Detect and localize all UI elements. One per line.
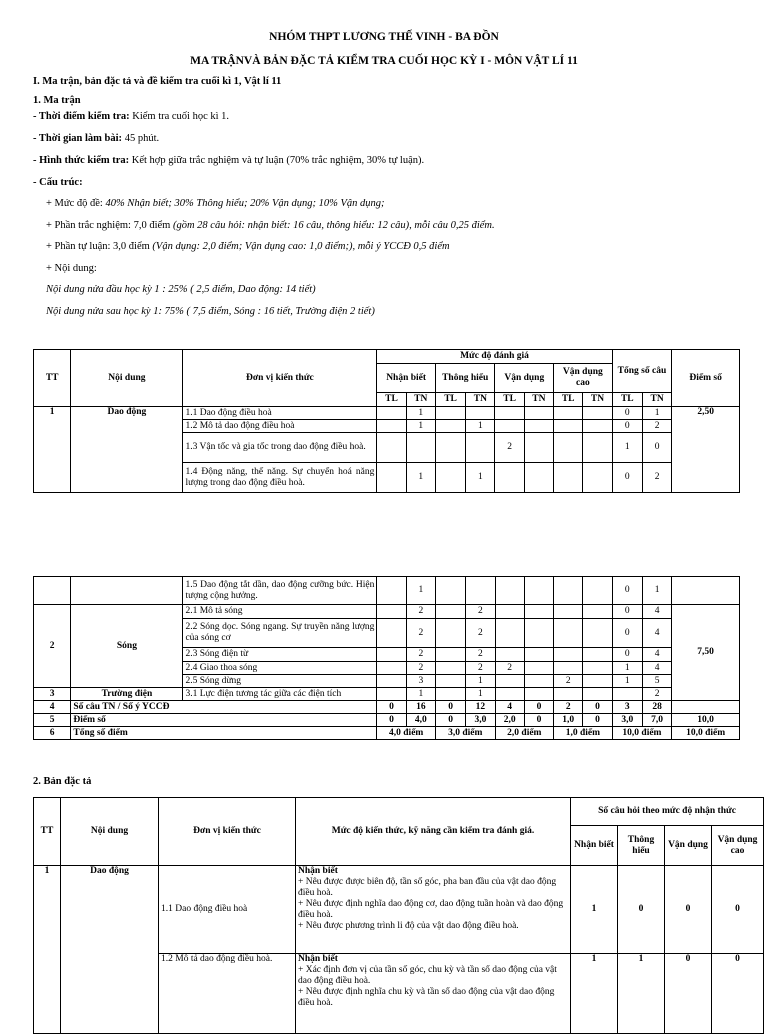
- value-cell: [554, 688, 583, 701]
- value-cell: [435, 605, 465, 619]
- count-cell: 0: [712, 954, 764, 1034]
- value-cell: 1: [612, 662, 642, 675]
- value-cell: [554, 662, 583, 675]
- value-cell: [524, 648, 553, 662]
- total-cell: 10,0 điểm: [612, 727, 672, 740]
- matrix-table-part1: [33, 349, 740, 493]
- value-cell: 4,0: [406, 714, 435, 727]
- content-first-half: Nội dung nửa đầu học kỳ 1 : 25% ( 2,5 điểm, Dao động: 14 tiết): [46, 284, 316, 295]
- table-row: [34, 407, 740, 420]
- group-number: 2: [34, 605, 71, 688]
- school-title: NHÓM THPT LƯƠNG THẾ VINH - BA ĐỒN: [269, 31, 499, 43]
- requirement-item: + Nêu được phương trình li độ của vật dao động điều hoà.: [298, 921, 519, 931]
- duration-label: - Thời gian làm bài:: [33, 133, 123, 144]
- content-second-half: Nội dung nửa sau học kỳ 1: 75% ( 7,5 điểm, Sóng : 16 tiết, Trường điện 2 tiết): [46, 306, 375, 317]
- value-cell: [554, 463, 583, 493]
- value-cell: [524, 577, 553, 605]
- count-cell: 0: [665, 866, 712, 954]
- value-cell: 2: [406, 619, 435, 648]
- unit-cell: 3.1 Lực điện tương tác giữa các điện tích: [183, 688, 377, 701]
- value-cell: [554, 433, 583, 463]
- value-cell: 2: [466, 648, 495, 662]
- value-cell: 2: [642, 688, 671, 701]
- value-cell: [583, 648, 612, 662]
- document-title: MA TRẬNVÀ BẢN ĐẶC TẢ KIỂM TRA CUỐI HỌC KỲ I - MÔN VẬT LÍ 11: [190, 55, 578, 67]
- count-cell: 1: [571, 866, 618, 954]
- value-cell: [377, 662, 406, 675]
- value-cell: 2: [642, 463, 671, 493]
- value-cell: [435, 420, 465, 433]
- spec-row-unit: 1.2 Mô tả dao động điều hoà.: [159, 954, 296, 1034]
- value-cell: 0: [435, 714, 465, 727]
- spec-row-content: Dao động: [61, 866, 159, 1034]
- value-cell: [495, 619, 524, 648]
- value-cell: [435, 662, 465, 675]
- value-cell: [495, 577, 524, 605]
- value-cell: 1: [466, 675, 495, 688]
- tn-header: TN: [406, 393, 435, 407]
- row-label: Điểm số: [71, 714, 377, 727]
- value-cell: 4: [495, 701, 524, 714]
- value-cell: 2: [466, 605, 495, 619]
- value-cell: [377, 407, 406, 420]
- count-cell: 1: [571, 954, 618, 1034]
- score-cell: 10,0 điểm: [672, 727, 740, 740]
- level-title: Nhận biết: [298, 866, 338, 876]
- row-label: Số câu TN / Số ý YCCĐ: [71, 701, 377, 714]
- value-cell: 1: [642, 577, 671, 605]
- total-cell: 3,0 điểm: [435, 727, 495, 740]
- value-cell: 2: [406, 605, 435, 619]
- exam-time-line: [33, 111, 229, 122]
- value-cell: 16: [406, 701, 435, 714]
- exam-time-label: - Thời điểm kiểm tra:: [33, 111, 130, 122]
- value-cell: 0: [524, 714, 553, 727]
- requirement-item: + Xác định đơn vị của tần số góc, chu kỳ và tần số dao động của vật dao động điều hoà.: [298, 965, 557, 986]
- spec-header-tt: TT: [34, 798, 61, 866]
- value-cell: [524, 433, 553, 463]
- value-cell: 1: [466, 420, 495, 433]
- value-cell: 0: [377, 701, 406, 714]
- value-cell: 5: [642, 675, 671, 688]
- group-score: [672, 577, 740, 605]
- value-cell: 1: [406, 577, 435, 605]
- value-cell: 2: [406, 662, 435, 675]
- essay-value: (Vận dụng: 2,0 điểm; Vận dụng cao: 1,0 điểm;), mỗi ý YCCĐ 0,5 điểm: [152, 241, 450, 252]
- count-cell: 0: [618, 866, 665, 954]
- value-cell: [583, 463, 612, 493]
- tl-header: TL: [495, 393, 524, 407]
- value-cell: [583, 420, 612, 433]
- tl-header: TL: [554, 393, 583, 407]
- value-cell: 1: [612, 433, 642, 463]
- duration-value: 45 phút.: [124, 133, 160, 144]
- group-score: 7,50: [672, 605, 740, 701]
- score-cell: 10,0: [672, 714, 740, 727]
- requirement-item: + Nêu được định nghĩa dao động cơ, dao động tuần hoàn và dao động điều hoà.: [298, 899, 564, 920]
- spec-table: [33, 797, 764, 1034]
- unit-cell: 1.5 Dao động tắt dần, dao động cưỡng bức. Hiện tượng cộng hưởng.: [183, 577, 377, 605]
- value-cell: [435, 433, 465, 463]
- value-cell: [435, 463, 465, 493]
- value-cell: [612, 688, 642, 701]
- exam-form-value: Kết hợp giữa trắc nghiệm và tự luận (70% trắc nghiệm, 30% tự luận).: [131, 155, 425, 166]
- level-value: 40% Nhận biết; 30% Thông hiểu; 20% Vận dụng; 10% Vận dụng;: [105, 198, 385, 209]
- group-name: Dao động: [71, 407, 183, 493]
- matrix-header-tt: TT: [34, 350, 71, 407]
- unit-cell: 2.1 Mô tả sóng: [183, 605, 377, 619]
- value-cell: 2: [466, 662, 495, 675]
- table-row: [34, 688, 740, 701]
- tn-header: TN: [583, 393, 612, 407]
- exam-form-line: [33, 155, 424, 166]
- total-cell: 2,0 điểm: [495, 727, 554, 740]
- exam-form-label: - Hình thức kiểm tra:: [33, 155, 130, 166]
- value-cell: [524, 407, 553, 420]
- level-label: + Mức độ đề:: [46, 198, 103, 209]
- value-cell: 0: [612, 420, 642, 433]
- value-cell: [466, 577, 495, 605]
- table-row: [34, 605, 740, 619]
- multiple-choice-value: (gồm 28 câu hỏi: nhận biết: 16 câu, thông hiểu: 12 câu), mỗi câu 0,25 điểm.: [172, 220, 495, 231]
- tn-header: TN: [466, 393, 495, 407]
- spec-header-recognize: Nhận biết: [571, 826, 618, 866]
- value-cell: 0: [524, 701, 553, 714]
- value-cell: [377, 420, 406, 433]
- value-cell: 4: [642, 648, 671, 662]
- spec-heading: 2. Bản đặc tả: [33, 776, 92, 787]
- value-cell: 1: [406, 420, 435, 433]
- value-cell: 1: [612, 675, 642, 688]
- value-cell: 3,0: [612, 714, 642, 727]
- multiple-choice-line: [46, 220, 495, 231]
- requirement-item: + Nêu được được biên độ, tần số góc, pha ban đầu của vật dao động điều hoà.: [298, 877, 557, 898]
- count-cell: 0: [665, 954, 712, 1034]
- tn-header: TN: [642, 393, 671, 407]
- value-cell: [495, 407, 524, 420]
- value-cell: [554, 619, 583, 648]
- value-cell: [495, 420, 524, 433]
- value-cell: 7,0: [642, 714, 671, 727]
- unit-cell: 2.4 Giao thoa sóng: [183, 662, 377, 675]
- value-cell: 2: [642, 420, 671, 433]
- count-cell: 1: [618, 954, 665, 1034]
- unit-cell: 2.5 Sóng dừng: [183, 675, 377, 688]
- exam-time-value: Kiểm tra cuối học kì 1.: [132, 111, 230, 122]
- row-number: 5: [34, 714, 71, 727]
- content-label: + Nội dung:: [46, 263, 97, 274]
- value-cell: 1: [466, 688, 495, 701]
- count-cell: 0: [712, 866, 764, 954]
- value-cell: [466, 433, 495, 463]
- value-cell: [583, 407, 612, 420]
- value-cell: [377, 648, 406, 662]
- table-row: [34, 577, 740, 605]
- value-cell: 3,0: [466, 714, 495, 727]
- value-cell: 1: [466, 463, 495, 493]
- tl-header: TL: [435, 393, 465, 407]
- spec-row-number: 1: [34, 866, 61, 1034]
- summary-row-total: [34, 727, 740, 740]
- group-name: Sóng: [71, 605, 183, 688]
- value-cell: 12: [466, 701, 495, 714]
- value-cell: 2: [406, 648, 435, 662]
- value-cell: [583, 688, 612, 701]
- value-cell: [377, 577, 406, 605]
- group-name: Trường điện: [71, 688, 183, 701]
- matrix-header-score: Điểm số: [672, 350, 740, 407]
- value-cell: 0: [612, 648, 642, 662]
- matrix-header-level: Mức độ đánh giá: [377, 350, 612, 364]
- row-number: 6: [34, 727, 71, 740]
- value-cell: 2: [495, 433, 524, 463]
- duration-line: [33, 133, 159, 144]
- value-cell: 28: [642, 701, 671, 714]
- value-cell: [377, 605, 406, 619]
- value-cell: [435, 407, 465, 420]
- essay-label: + Phần tự luận: 3,0 điểm: [46, 241, 150, 252]
- matrix-header-recognize: Nhận biết: [377, 364, 436, 393]
- multiple-choice-label: + Phần trắc nghiệm: 7,0 điểm: [46, 220, 171, 231]
- value-cell: 4: [642, 662, 671, 675]
- matrix-header-understand: Thông hiểu: [435, 364, 495, 393]
- matrix-header-apply-high: Vận dụng cao: [554, 364, 613, 393]
- unit-cell: 2.3 Sóng điện từ: [183, 648, 377, 662]
- spec-header-understand: Thông hiểu: [618, 826, 665, 866]
- value-cell: 4: [642, 605, 671, 619]
- value-cell: [495, 605, 524, 619]
- value-cell: [435, 648, 465, 662]
- value-cell: [583, 619, 612, 648]
- spec-header-unit: Đơn vị kiến thức: [159, 798, 296, 866]
- value-cell: [524, 420, 553, 433]
- value-cell: [524, 605, 553, 619]
- spec-row-unit: 1.1 Dao động điều hoà: [159, 866, 296, 954]
- value-cell: [435, 675, 465, 688]
- value-cell: [554, 648, 583, 662]
- value-cell: [495, 648, 524, 662]
- spec-header-count: Số câu hỏi theo mức độ nhận thức: [571, 798, 764, 826]
- unit-cell: 1.4 Động năng, thế năng. Sự chuyển hoá năng lượng trong dao động điều hoà.: [183, 463, 377, 493]
- unit-cell: 1.3 Vận tốc và gia tốc trong dao động điều hoà.: [183, 433, 377, 463]
- value-cell: 0: [612, 619, 642, 648]
- value-cell: [524, 662, 553, 675]
- summary-row-count: [34, 701, 740, 714]
- value-cell: [583, 605, 612, 619]
- row-label: Tổng số điểm: [71, 727, 377, 740]
- value-cell: [583, 577, 612, 605]
- group-number: 3: [34, 688, 71, 701]
- essay-line: [46, 241, 450, 252]
- structure-label: - Cấu trúc:: [33, 177, 83, 188]
- unit-cell: 1.1 Dao động điều hoà: [183, 407, 377, 420]
- total-cell: 4,0 điểm: [377, 727, 436, 740]
- value-cell: [583, 675, 612, 688]
- value-cell: [435, 688, 465, 701]
- spec-header-apply: Vận dụng: [665, 826, 712, 866]
- value-cell: 1: [406, 407, 435, 420]
- value-cell: [524, 688, 553, 701]
- value-cell: 1: [406, 688, 435, 701]
- requirement-item: + Nêu được định nghĩa chu kỳ và tần số dao động của vật dao động điều hoà.: [298, 987, 555, 1008]
- value-cell: 0: [583, 701, 612, 714]
- summary-row-score: [34, 714, 740, 727]
- table-row: [34, 866, 764, 954]
- spec-header-content: Nội dung: [61, 798, 159, 866]
- value-cell: [524, 463, 553, 493]
- value-cell: 2: [495, 662, 524, 675]
- spec-header-requirement: Mức độ kiến thức, kỹ năng cần kiểm tra đánh giá.: [296, 798, 571, 866]
- value-cell: [435, 619, 465, 648]
- value-cell: 2: [554, 675, 583, 688]
- score-cell: [672, 701, 740, 714]
- value-cell: 2: [554, 701, 583, 714]
- value-cell: [377, 463, 406, 493]
- value-cell: [377, 433, 406, 463]
- value-cell: 0: [377, 714, 406, 727]
- value-cell: 1: [642, 407, 671, 420]
- value-cell: 3: [406, 675, 435, 688]
- value-cell: 0: [642, 433, 671, 463]
- value-cell: 0: [583, 714, 612, 727]
- value-cell: [377, 675, 406, 688]
- unit-cell: 2.2 Sóng dọc. Sóng ngang. Sự truyền năng lượng của sóng cơ: [183, 619, 377, 648]
- tl-header: TL: [612, 393, 642, 407]
- matrix-header-content: Nội dung: [71, 350, 183, 407]
- value-cell: 0: [612, 605, 642, 619]
- matrix-header-unit: Đơn vị kiến thức: [183, 350, 377, 407]
- matrix-table-part2: [33, 576, 740, 740]
- value-cell: [554, 420, 583, 433]
- value-cell: 4: [642, 619, 671, 648]
- level-title: Nhận biết: [298, 954, 338, 964]
- value-cell: [466, 407, 495, 420]
- value-cell: [406, 433, 435, 463]
- value-cell: 0: [612, 577, 642, 605]
- value-cell: 3: [612, 701, 642, 714]
- value-cell: 1,0: [554, 714, 583, 727]
- group-name: [71, 577, 183, 605]
- level-line: [46, 198, 385, 209]
- value-cell: [524, 619, 553, 648]
- value-cell: [554, 605, 583, 619]
- value-cell: 2: [466, 619, 495, 648]
- group-number: [34, 577, 71, 605]
- matrix-header-total: Tổng số câu: [612, 350, 672, 393]
- value-cell: 1: [406, 463, 435, 493]
- row-number: 4: [34, 701, 71, 714]
- value-cell: [495, 675, 524, 688]
- value-cell: [435, 577, 465, 605]
- value-cell: 0: [435, 701, 465, 714]
- total-cell: 1,0 điểm: [554, 727, 613, 740]
- section-heading: I. Ma trận, bản đặc tả và đề kiểm tra cuối kì 1, Vật lí 11: [33, 76, 282, 87]
- value-cell: [495, 688, 524, 701]
- subsection-heading: 1. Ma trận: [33, 95, 81, 106]
- value-cell: [583, 433, 612, 463]
- value-cell: [583, 662, 612, 675]
- spec-row-requirement: [296, 866, 571, 954]
- spec-header-apply-high: Vận dụng cao: [712, 826, 764, 866]
- matrix-header-apply: Vận dụng: [495, 364, 554, 393]
- value-cell: [377, 619, 406, 648]
- value-cell: 2,0: [495, 714, 524, 727]
- value-cell: [377, 688, 406, 701]
- group-score: 2,50: [672, 407, 740, 493]
- value-cell: [524, 675, 553, 688]
- value-cell: [495, 463, 524, 493]
- tl-header: TL: [377, 393, 406, 407]
- unit-cell: 1.2 Mô tả dao động điều hoà: [183, 420, 377, 433]
- value-cell: 0: [612, 407, 642, 420]
- value-cell: [554, 407, 583, 420]
- spec-row-requirement: [296, 954, 571, 1034]
- value-cell: 0: [612, 463, 642, 493]
- group-number: 1: [34, 407, 71, 493]
- tn-header: TN: [524, 393, 553, 407]
- value-cell: [554, 577, 583, 605]
